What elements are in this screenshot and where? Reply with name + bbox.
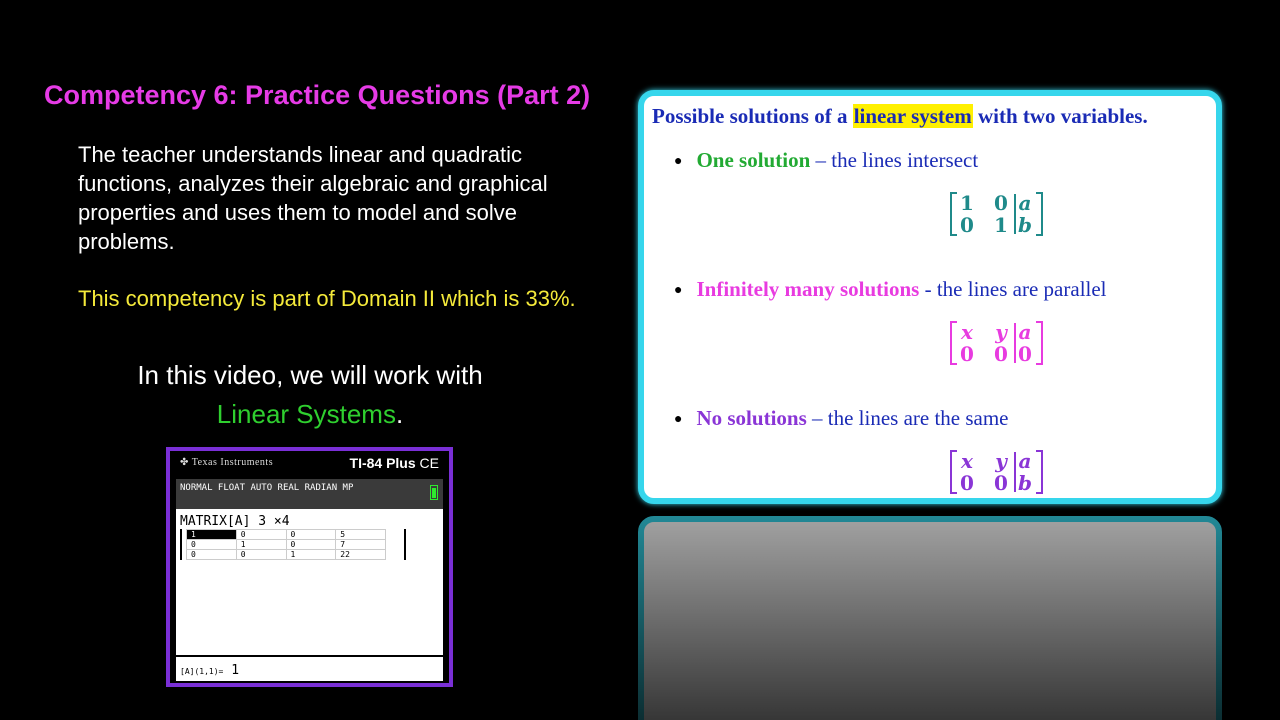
matrix-cell: 5	[336, 530, 386, 540]
battery-icon	[430, 485, 438, 500]
matrix-cell: 1	[187, 530, 237, 540]
matrix-cell: a	[1018, 320, 1032, 344]
panel-reflection	[638, 516, 1222, 720]
item-label: One solution	[696, 148, 811, 172]
matrix-bracket-right	[1036, 321, 1043, 365]
item-description: – the lines are the same	[812, 406, 1009, 430]
reflection-fade	[638, 516, 1222, 720]
calculator-model	[350, 455, 439, 471]
item-description: - the lines are parallel	[924, 277, 1107, 301]
bullet-icon: ●	[674, 412, 683, 428]
panel-heading-post: with two variables.	[977, 104, 1148, 128]
item-label: Infinitely many solutions	[696, 277, 920, 301]
calculator-footer-value: 1	[231, 663, 240, 678]
matrix-cell: 1	[236, 540, 286, 550]
matrix-cell: 0	[960, 342, 974, 366]
matrix-cell: y	[995, 449, 1007, 473]
matrix-cell: a	[1018, 449, 1032, 473]
list-item	[674, 277, 1107, 302]
ti-logo-icon: ✤	[180, 457, 192, 468]
calculator-footer-label: [A](1,1)=	[180, 667, 224, 676]
matrix-cell: 1	[960, 191, 974, 215]
item-description: – the lines intersect	[815, 148, 979, 172]
calculator-model-name: TI-84 Plus	[349, 455, 416, 471]
domain-note: This competency is part of Domain II which is 33%.	[78, 286, 576, 311]
list-item	[674, 148, 978, 173]
item-label: No solutions	[696, 406, 807, 430]
matrix-cell: a	[1018, 191, 1032, 215]
matrix-cell: 0	[187, 550, 237, 560]
matrix-bracket-right	[1036, 450, 1043, 494]
calculator-screen	[176, 479, 443, 681]
video-suffix: .	[395, 399, 404, 429]
matrix-cell: 0	[994, 342, 1008, 366]
calculator-brand	[180, 457, 273, 468]
calculator-body	[170, 451, 449, 683]
matrix-cell: b	[1018, 213, 1032, 237]
matrix-grid	[180, 529, 406, 560]
matrix-cell: x	[961, 320, 973, 344]
matrix-cell: 0	[994, 191, 1008, 215]
matrix-cell: 0	[236, 530, 286, 540]
calculator-status-text: NORMAL FLOAT AUTO REAL RADIAN MP	[180, 483, 354, 493]
list-item	[674, 406, 1009, 431]
matrix-cell: 22	[336, 550, 386, 560]
matrix-cell: b	[1018, 471, 1032, 495]
video-topic: Linear Systems	[216, 399, 396, 429]
matrix-cell: x	[961, 449, 973, 473]
matrix-row	[187, 530, 386, 540]
matrix-cell: y	[995, 320, 1007, 344]
calculator-brand-text: Texas Instruments	[191, 457, 274, 468]
calculator-screenshot	[166, 447, 453, 687]
bullet-icon: ●	[674, 283, 683, 299]
matrix-cell: 0	[960, 471, 974, 495]
matrix-cell: 0	[187, 540, 237, 550]
calculator-footer	[176, 655, 443, 681]
matrix-cell: 0	[1018, 342, 1032, 366]
video-intro	[60, 356, 560, 434]
solutions-panel	[638, 90, 1222, 504]
matrix-cell: 0	[960, 213, 974, 237]
matrix-row	[187, 540, 386, 550]
panel-heading	[652, 104, 1148, 129]
matrix-cell: 0	[286, 540, 336, 550]
matrix-cell: 0	[236, 550, 286, 560]
bullet-icon: ●	[674, 154, 683, 170]
matrix-cell: 0	[286, 530, 336, 540]
matrix-cell: 7	[336, 540, 386, 550]
matrix-row	[187, 550, 386, 560]
matrix-bracket-right	[1036, 192, 1043, 236]
calculator-status-bar	[176, 479, 443, 509]
matrix-cell: 1	[994, 213, 1008, 237]
panel-heading-highlight: linear system	[853, 104, 972, 128]
matrix-cell: 0	[994, 471, 1008, 495]
matrix-title: MATRIX[A] 3 ×4	[180, 514, 290, 529]
calculator-model-suffix: CE	[419, 455, 439, 471]
competency-description: The teacher understands linear and quadratic functions, analyzes their algebraic and graphical properties and uses them to model and solve problems.	[78, 142, 548, 254]
matrix-cell: 1	[286, 550, 336, 560]
video-intro-text: In this video, we will work with	[137, 360, 483, 390]
page-title: Competency 6: Practice Questions (Part 2)	[44, 80, 591, 110]
panel-heading-pre: Possible solutions of a	[652, 104, 848, 128]
